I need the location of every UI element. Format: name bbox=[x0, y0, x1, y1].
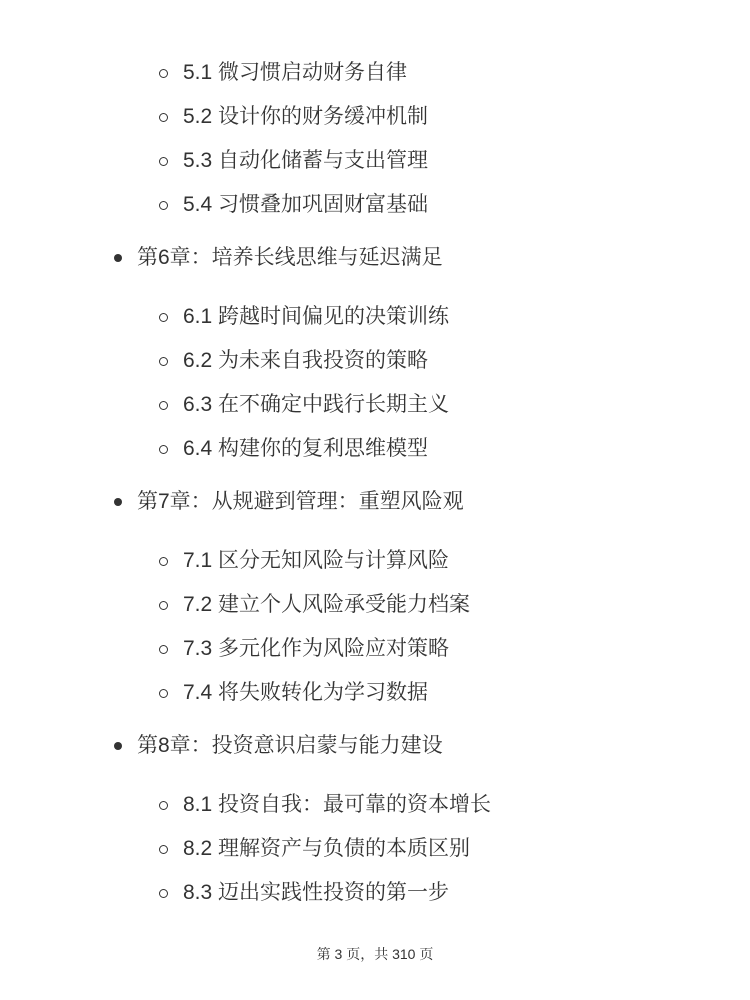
page-number-footer: 第 3 页，共 310 页 bbox=[316, 946, 434, 962]
toc-item-text: 6.4 构建你的复利思维模型 bbox=[183, 437, 429, 460]
bullet-circle-icon bbox=[159, 845, 168, 854]
toc-item-text: 8.2 理解资产与负债的本质区别 bbox=[183, 837, 471, 860]
sub-item-list bbox=[0, 539, 750, 715]
toc-item bbox=[0, 783, 750, 827]
bullet-circle-icon bbox=[159, 801, 168, 810]
chapter-title: 第6章：培养长线思维与延迟满足 bbox=[137, 246, 443, 269]
sub-item-list bbox=[0, 783, 750, 915]
sub-item-list bbox=[0, 295, 750, 471]
bullet-disc-icon bbox=[114, 498, 122, 506]
toc-item bbox=[0, 339, 750, 383]
bullet-circle-icon bbox=[159, 889, 168, 898]
toc-item-text: 7.3 多元化作为风险应对策略 bbox=[183, 637, 450, 660]
bullet-circle-icon bbox=[159, 689, 168, 698]
bullet-circle-icon bbox=[159, 69, 168, 78]
toc-item-text: 6.1 跨越时间偏见的决策训练 bbox=[183, 305, 450, 328]
toc-item bbox=[0, 427, 750, 471]
toc-item-text: 6.3 在不确定中践行长期主义 bbox=[183, 393, 450, 416]
chapter-title: 第7章：从规避到管理：重塑风险观 bbox=[137, 490, 464, 513]
toc-item-text: 8.3 迈出实践性投资的第一步 bbox=[183, 881, 450, 904]
toc-item bbox=[0, 871, 750, 915]
bullet-circle-icon bbox=[159, 445, 168, 454]
bullet-circle-icon bbox=[159, 601, 168, 610]
toc-item bbox=[0, 95, 750, 139]
toc-item bbox=[0, 183, 750, 227]
toc-item bbox=[0, 139, 750, 183]
toc-item bbox=[0, 295, 750, 339]
bullet-circle-icon bbox=[159, 313, 168, 322]
toc-item-text: 7.4 将失败转化为学习数据 bbox=[183, 681, 429, 704]
bullet-circle-icon bbox=[159, 157, 168, 166]
chapter-title: 第8章：投资意识启蒙与能力建设 bbox=[137, 734, 443, 757]
toc-item-text: 6.2 为未来自我投资的策略 bbox=[183, 349, 429, 372]
toc-item-text: 5.2 设计你的财务缓冲机制 bbox=[183, 105, 429, 128]
toc-item bbox=[0, 51, 750, 95]
toc-item bbox=[0, 627, 750, 671]
bullet-circle-icon bbox=[159, 401, 168, 410]
toc-item-text: 7.1 区分无知风险与计算风险 bbox=[183, 549, 450, 572]
bullet-circle-icon bbox=[159, 645, 168, 654]
sub-item-list bbox=[0, 51, 750, 227]
toc-item bbox=[0, 539, 750, 583]
chapter-heading bbox=[0, 480, 750, 524]
chapter-heading bbox=[0, 724, 750, 768]
toc-item-text: 5.4 习惯叠加巩固财富基础 bbox=[183, 193, 429, 216]
toc-item bbox=[0, 583, 750, 627]
toc-item-text: 7.2 建立个人风险承受能力档案 bbox=[183, 593, 471, 616]
chapter-heading bbox=[0, 236, 750, 280]
bullet-circle-icon bbox=[159, 201, 168, 210]
toc-item bbox=[0, 383, 750, 427]
toc-item-text: 5.1 微习惯启动财务自律 bbox=[183, 61, 408, 84]
toc-item bbox=[0, 827, 750, 871]
bullet-circle-icon bbox=[159, 557, 168, 566]
toc-item-text: 5.3 自动化储蓄与支出管理 bbox=[183, 149, 429, 172]
bullet-circle-icon bbox=[159, 113, 168, 122]
bullet-disc-icon bbox=[114, 742, 122, 750]
bullet-circle-icon bbox=[159, 357, 168, 366]
bullet-disc-icon bbox=[114, 254, 122, 262]
toc-item bbox=[0, 671, 750, 715]
toc-item-text: 8.1 投资自我：最可靠的资本增长 bbox=[183, 793, 492, 816]
